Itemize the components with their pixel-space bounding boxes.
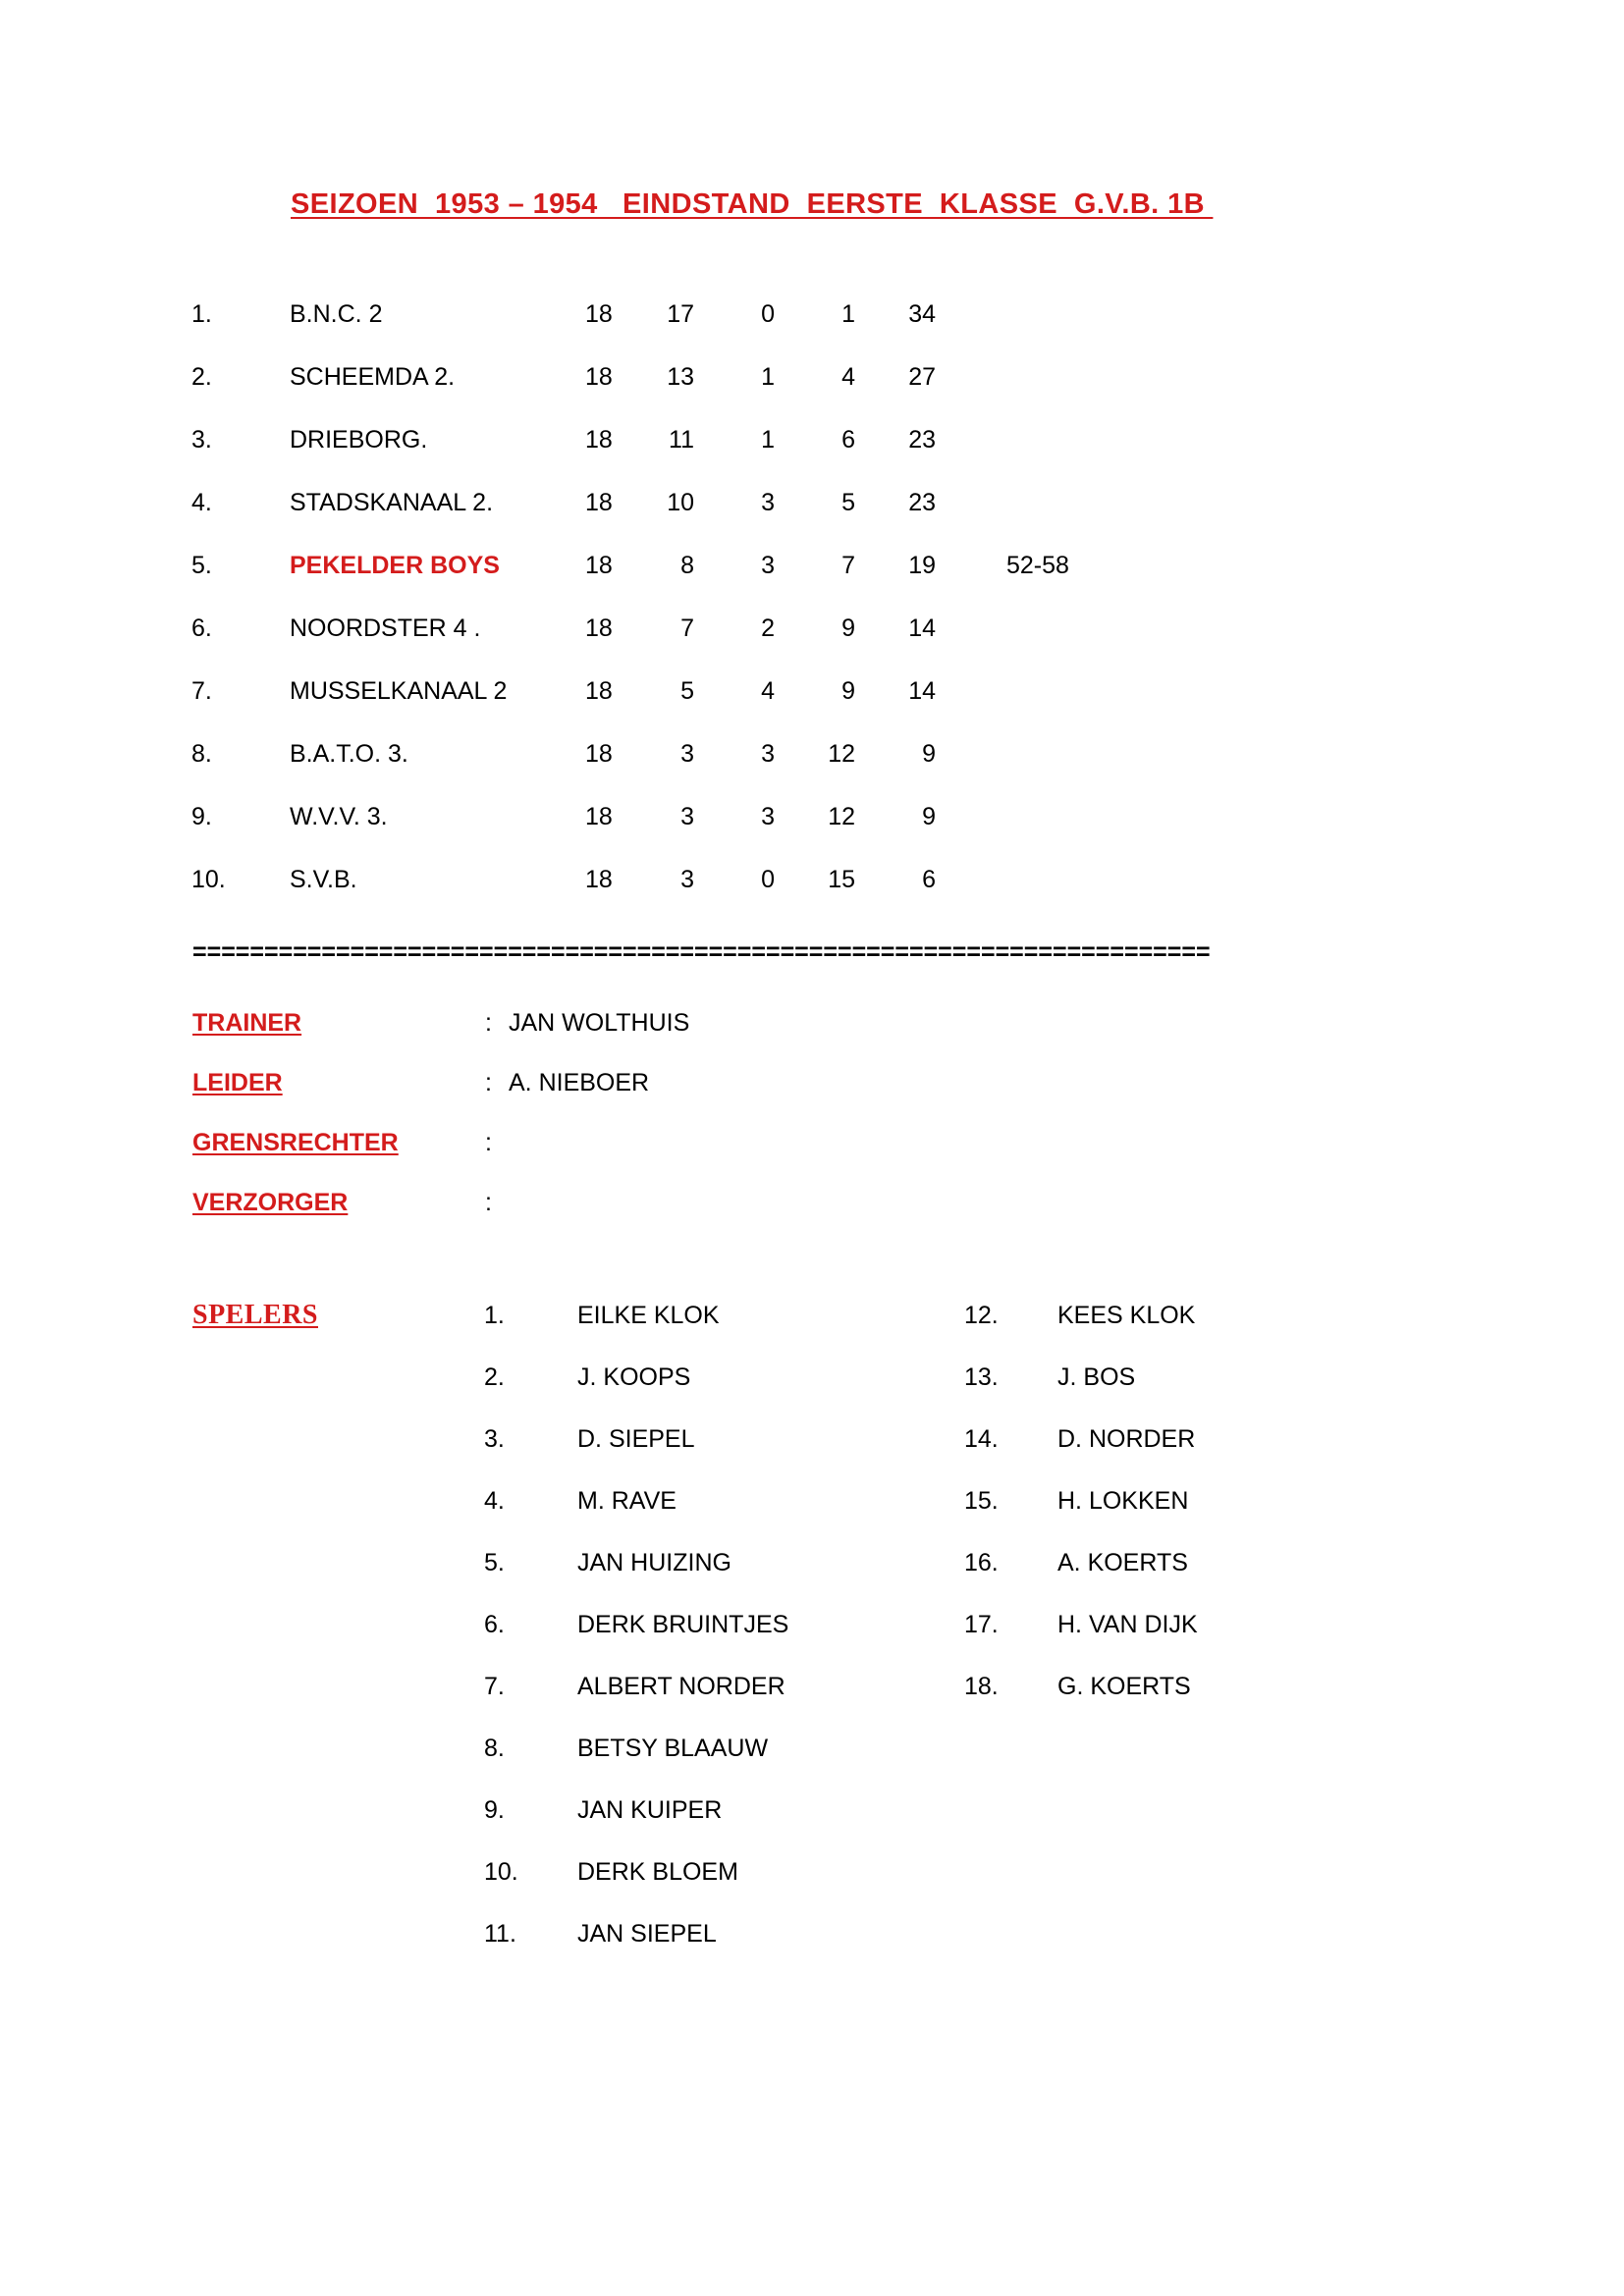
standings-team: STADSKANAAL 2. (290, 489, 494, 516)
standings-points: 9 (922, 740, 936, 768)
player-name-left: J. KOOPS (577, 1363, 691, 1391)
player-number-left: 1. (484, 1302, 505, 1329)
standings-rank: 6. (191, 614, 212, 642)
player-number-left: 5. (484, 1549, 505, 1576)
player-name-left: JAN HUIZING (577, 1549, 731, 1576)
list-item (0, 1919, 1624, 1981)
standings-lost: 6 (841, 426, 855, 454)
player-name-right: J. BOS (1057, 1363, 1136, 1391)
standings-team: NOORDSTER 4 . (290, 614, 481, 642)
player-number-left: 10. (484, 1858, 518, 1886)
player-number-left: 6. (484, 1611, 505, 1638)
player-name-right: KEES KLOK (1057, 1302, 1196, 1329)
player-number-right: 16. (964, 1549, 999, 1576)
standings-won: 8 (680, 552, 694, 579)
player-number-left: 3. (484, 1425, 505, 1453)
standings-drawn: 1 (761, 426, 775, 454)
standings-points: 27 (908, 363, 936, 391)
standings-lost: 9 (841, 677, 855, 705)
standings-drawn: 3 (761, 803, 775, 830)
standings-team: W.V.V. 3. (290, 803, 388, 830)
standings-played: 18 (585, 614, 613, 642)
standings-points: 14 (908, 677, 936, 705)
staff-value: JAN WOLTHUIS (509, 1009, 690, 1037)
standings-played: 18 (585, 740, 613, 768)
player-name-right: H. VAN DIJK (1057, 1611, 1198, 1638)
list-item (0, 1486, 1624, 1548)
player-number-left: 4. (484, 1487, 505, 1515)
standings-rank: 9. (191, 803, 212, 830)
standings-rank: 2. (191, 363, 212, 391)
table-row (191, 425, 1468, 488)
standings-lost: 12 (828, 740, 855, 768)
standings-drawn: 3 (761, 740, 775, 768)
player-number-right: 14. (964, 1425, 999, 1453)
staff-role-label: TRAINER (192, 1009, 302, 1037)
standings-drawn: 0 (761, 866, 775, 893)
staff-row (192, 1068, 1371, 1128)
player-number-right: 18. (964, 1673, 999, 1700)
table-row (191, 488, 1468, 551)
standings-team: SCHEEMDA 2. (290, 363, 456, 391)
standings-points: 23 (908, 489, 936, 516)
table-row (191, 299, 1468, 362)
player-name-left: BETSY BLAAUW (577, 1735, 769, 1762)
staff-list (192, 1008, 1371, 1248)
standings-drawn: 1 (761, 363, 775, 391)
player-number-left: 7. (484, 1673, 505, 1700)
staff-role-label: VERZORGER (192, 1189, 349, 1216)
list-item (0, 1795, 1624, 1857)
staff-row (192, 1128, 1371, 1188)
player-number-left: 9. (484, 1796, 505, 1824)
standings-team: DRIEBORG. (290, 426, 428, 454)
standings-drawn: 2 (761, 614, 775, 642)
standings-team: B.N.C. 2 (290, 300, 383, 328)
standings-played: 18 (585, 803, 613, 830)
standings-played: 18 (585, 363, 613, 391)
players-section-label: SPELERS (192, 1300, 318, 1330)
table-row (191, 614, 1468, 676)
standings-goals: 52-58 (1006, 552, 1069, 579)
player-number-left: 2. (484, 1363, 505, 1391)
standings-team: PEKELDER BOYS (290, 552, 500, 579)
standings-played: 18 (585, 677, 613, 705)
staff-row (192, 1188, 1371, 1248)
standings-won: 17 (667, 300, 694, 328)
list-item (0, 1548, 1624, 1610)
standings-won: 7 (680, 614, 694, 642)
standings-points: 9 (922, 803, 936, 830)
standings-rank: 4. (191, 489, 212, 516)
staff-role-label: LEIDER (192, 1069, 283, 1096)
standings-points: 34 (908, 300, 936, 328)
standings-played: 18 (585, 300, 613, 328)
player-number-right: 12. (964, 1302, 999, 1329)
player-number-left: 11. (484, 1920, 516, 1948)
table-row (191, 865, 1468, 928)
page-title: SEIZOEN 1953 – 1954 EINDSTAND EERSTE KLASSE G.V.B. 1B (291, 188, 1214, 220)
standings-table (191, 299, 1468, 928)
standings-played: 18 (585, 426, 613, 454)
player-name-left: M. RAVE (577, 1487, 677, 1515)
player-number-left: 8. (484, 1735, 505, 1762)
standings-points: 6 (922, 866, 936, 893)
list-item (0, 1424, 1624, 1486)
standings-won: 5 (680, 677, 694, 705)
staff-colon: : (485, 1189, 492, 1216)
table-row (191, 802, 1468, 865)
standings-lost: 15 (828, 866, 855, 893)
player-name-left: EILKE KLOK (577, 1302, 720, 1329)
player-number-right: 13. (964, 1363, 999, 1391)
player-name-right: D. NORDER (1057, 1425, 1196, 1453)
player-name-left: JAN SIEPEL (577, 1920, 717, 1948)
standings-drawn: 0 (761, 300, 775, 328)
standings-won: 3 (680, 866, 694, 893)
standings-rank: 8. (191, 740, 212, 768)
table-row (191, 676, 1468, 739)
standings-won: 3 (680, 803, 694, 830)
standings-drawn: 4 (761, 677, 775, 705)
staff-colon: : (485, 1129, 492, 1156)
standings-points: 23 (908, 426, 936, 454)
standings-won: 13 (667, 363, 694, 391)
table-row (191, 362, 1468, 425)
standings-played: 18 (585, 866, 613, 893)
list-item (0, 1857, 1624, 1919)
standings-played: 18 (585, 489, 613, 516)
staff-role-label: GRENSRECHTER (192, 1129, 399, 1156)
list-item (0, 1301, 1624, 1362)
list-item (0, 1734, 1624, 1795)
standings-team: MUSSELKANAAL 2 (290, 677, 508, 705)
table-row (191, 739, 1468, 802)
standings-team: B.A.T.O. 3. (290, 740, 408, 768)
section-separator: ======================================================================= (192, 938, 1211, 966)
staff-colon: : (485, 1009, 492, 1037)
standings-lost: 7 (841, 552, 855, 579)
standings-points: 14 (908, 614, 936, 642)
standings-rank: 1. (191, 300, 212, 328)
standings-team: S.V.B. (290, 866, 357, 893)
player-name-left: DERK BLOEM (577, 1858, 738, 1886)
table-row (191, 551, 1468, 614)
player-name-left: JAN KUIPER (577, 1796, 723, 1824)
player-number-right: 15. (964, 1487, 999, 1515)
list-item (0, 1610, 1624, 1672)
standings-won: 11 (669, 426, 694, 454)
standings-rank: 5. (191, 552, 212, 579)
player-name-left: ALBERT NORDER (577, 1673, 785, 1700)
player-name-right: G. KOERTS (1057, 1673, 1191, 1700)
standings-won: 10 (667, 489, 694, 516)
standings-lost: 5 (841, 489, 855, 516)
staff-value: A. NIEBOER (509, 1069, 650, 1096)
standings-played: 18 (585, 552, 613, 579)
standings-rank: 3. (191, 426, 212, 454)
standings-drawn: 3 (761, 489, 775, 516)
standings-lost: 1 (841, 300, 855, 328)
standings-points: 19 (908, 552, 936, 579)
player-name-right: H. LOKKEN (1057, 1487, 1189, 1515)
list-item (0, 1672, 1624, 1734)
player-name-left: DERK BRUINTJES (577, 1611, 789, 1638)
staff-colon: : (485, 1069, 492, 1096)
standings-lost: 12 (828, 803, 855, 830)
player-name-right: A. KOERTS (1057, 1549, 1188, 1576)
staff-row (192, 1008, 1371, 1068)
standings-rank: 10. (191, 866, 226, 893)
players-list (0, 1301, 1624, 1981)
player-name-left: D. SIEPEL (577, 1425, 695, 1453)
standings-rank: 7. (191, 677, 212, 705)
standings-drawn: 3 (761, 552, 775, 579)
player-number-right: 17. (964, 1611, 999, 1638)
list-item (0, 1362, 1624, 1424)
standings-lost: 9 (841, 614, 855, 642)
standings-won: 3 (680, 740, 694, 768)
standings-lost: 4 (841, 363, 855, 391)
